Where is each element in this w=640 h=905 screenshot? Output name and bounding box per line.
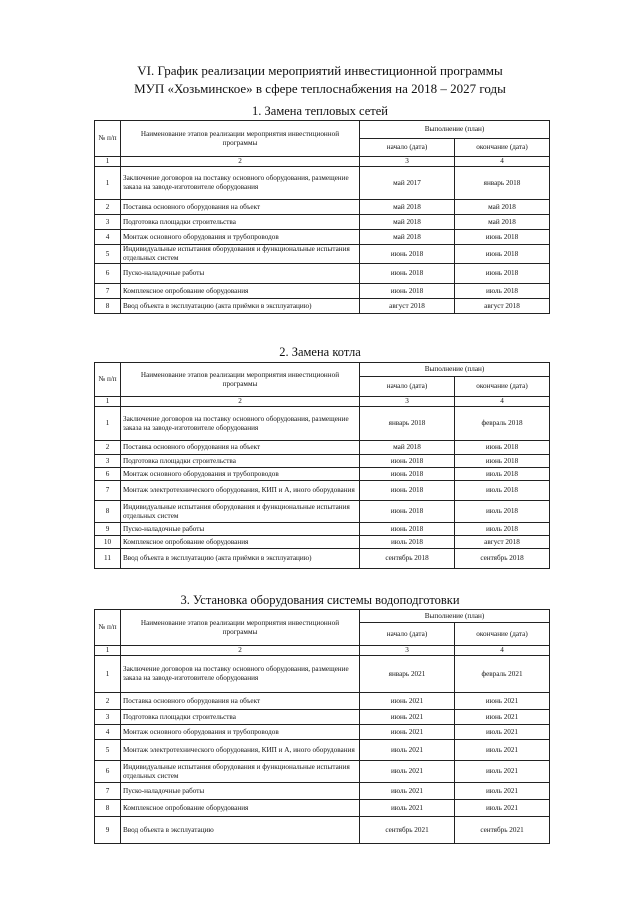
- row-end-date: июль 2018: [455, 501, 550, 523]
- header-row: [95, 610, 550, 623]
- table-row: [95, 800, 550, 817]
- column-number: 4: [455, 646, 550, 656]
- header-start: начало (дата): [360, 623, 455, 646]
- column-number: 1: [95, 157, 121, 167]
- row-end-date: январь 2018: [455, 167, 550, 200]
- row-number: 5: [95, 245, 121, 264]
- row-end-date: июнь 2018: [455, 455, 550, 468]
- row-start-date: июнь 2018: [360, 245, 455, 264]
- row-number: 9: [95, 523, 121, 536]
- table-row: [95, 523, 550, 536]
- row-start-date: май 2018: [360, 441, 455, 455]
- row-start-date: май 2018: [360, 230, 455, 245]
- table-row: [95, 264, 550, 284]
- table-row: [95, 501, 550, 523]
- row-start-date: июнь 2021: [360, 710, 455, 725]
- row-number: 6: [95, 264, 121, 284]
- row-end-date: июнь 2021: [455, 693, 550, 710]
- row-number: 5: [95, 740, 121, 761]
- row-number: 7: [95, 783, 121, 800]
- row-stage-name: Пуско-наладочные работы: [121, 783, 360, 800]
- row-stage-name: Подготовка площадки строительства: [121, 455, 360, 468]
- row-number: 2: [95, 693, 121, 710]
- row-number: 3: [95, 710, 121, 725]
- row-end-date: сентябрь 2018: [455, 549, 550, 569]
- column-number-row: [95, 397, 550, 407]
- row-start-date: май 2018: [360, 200, 455, 215]
- row-start-date: июль 2021: [360, 783, 455, 800]
- column-number: 2: [121, 157, 360, 167]
- schedule-table: [94, 362, 550, 569]
- header-end: окончание (дата): [455, 377, 550, 397]
- table-row: [95, 441, 550, 455]
- column-number: 3: [360, 646, 455, 656]
- row-start-date: июнь 2018: [360, 523, 455, 536]
- row-stage-name: Ввод объекта в эксплуатацию (акта приёмки в эксплуатацию): [121, 549, 360, 569]
- row-end-date: июнь 2018: [455, 245, 550, 264]
- table-row: [95, 299, 550, 314]
- header-row: [95, 121, 550, 139]
- table-row: [95, 455, 550, 468]
- table-row: [95, 710, 550, 725]
- table-row: [95, 200, 550, 215]
- table-row: [95, 817, 550, 844]
- header-name: Наименование этапов реализации мероприятия инвестиционной программы: [121, 363, 360, 397]
- section-title: 1. Замена тепловых сетей: [252, 104, 388, 118]
- table-row: [95, 740, 550, 761]
- page-title-line-1: VI. График реализации мероприятий инвестиционной программы: [137, 63, 503, 78]
- row-start-date: июль 2018: [360, 536, 455, 549]
- row-end-date: июнь 2018: [455, 230, 550, 245]
- row-start-date: июль 2021: [360, 761, 455, 783]
- row-end-date: июль 2018: [455, 284, 550, 299]
- column-number: 1: [95, 646, 121, 656]
- row-stage-name: Монтаж электротехнического оборудования, КИП и А, иного оборудования: [121, 740, 360, 761]
- row-number: 10: [95, 536, 121, 549]
- row-end-date: июль 2021: [455, 725, 550, 740]
- row-number: 4: [95, 230, 121, 245]
- row-number: 3: [95, 455, 121, 468]
- row-start-date: июль 2021: [360, 740, 455, 761]
- header-start: начало (дата): [360, 139, 455, 157]
- row-stage-name: Комплексное опробование оборудования: [121, 536, 360, 549]
- header-row: [95, 363, 550, 377]
- column-number: 3: [360, 157, 455, 167]
- header-num: № п/п: [95, 363, 121, 397]
- schedule-table: [94, 609, 550, 844]
- row-end-date: август 2018: [455, 536, 550, 549]
- header-num: № п/п: [95, 610, 121, 646]
- row-number: 2: [95, 200, 121, 215]
- table-row: [95, 468, 550, 481]
- row-number: 8: [95, 800, 121, 817]
- column-number-row: [95, 646, 550, 656]
- header-start: начало (дата): [360, 377, 455, 397]
- schedule-table: [94, 120, 550, 314]
- row-number: 7: [95, 284, 121, 299]
- row-number: 8: [95, 299, 121, 314]
- row-stage-name: Ввод объекта в эксплуатацию (акта приёмки в эксплуатацию): [121, 299, 360, 314]
- column-number: 2: [121, 397, 360, 407]
- row-start-date: август 2018: [360, 299, 455, 314]
- table-row: [95, 656, 550, 693]
- section-title: 2. Замена котла: [279, 345, 361, 359]
- row-start-date: июнь 2018: [360, 468, 455, 481]
- table-row: [95, 407, 550, 441]
- row-end-date: февраль 2021: [455, 656, 550, 693]
- table-row: [95, 725, 550, 740]
- table-row: [95, 245, 550, 264]
- row-number: 2: [95, 441, 121, 455]
- row-stage-name: Монтаж электротехнического оборудования, КИП и А, иного оборудования: [121, 481, 360, 501]
- row-end-date: июль 2021: [455, 800, 550, 817]
- row-stage-name: Комплексное опробование оборудования: [121, 284, 360, 299]
- row-number: 6: [95, 761, 121, 783]
- header-execution: Выполнение (план): [360, 363, 550, 377]
- row-stage-name: Комплексное опробование оборудования: [121, 800, 360, 817]
- header-name: Наименование этапов реализации мероприятия инвестиционной программы: [121, 610, 360, 646]
- table-row: [95, 167, 550, 200]
- row-stage-name: Поставка основного оборудования на объект: [121, 441, 360, 455]
- row-number: 8: [95, 501, 121, 523]
- row-end-date: февраль 2018: [455, 407, 550, 441]
- page-title-line-2: МУП «Хозьминское» в сфере теплоснабжения на 2018 – 2027 годы: [134, 81, 506, 96]
- row-start-date: январь 2018: [360, 407, 455, 441]
- row-start-date: сентябрь 2018: [360, 549, 455, 569]
- row-number: 6: [95, 468, 121, 481]
- header-execution: Выполнение (план): [360, 121, 550, 139]
- row-start-date: июль 2021: [360, 800, 455, 817]
- row-number: 1: [95, 656, 121, 693]
- row-stage-name: Пуско-наладочные работы: [121, 523, 360, 536]
- row-stage-name: Монтаж основного оборудования и трубопроводов: [121, 468, 360, 481]
- row-end-date: июнь 2018: [455, 264, 550, 284]
- row-stage-name: Подготовка площадки строительства: [121, 710, 360, 725]
- table-row: [95, 215, 550, 230]
- table-row: [95, 693, 550, 710]
- row-end-date: июнь 2021: [455, 710, 550, 725]
- row-stage-name: Индивидуальные испытания оборудования и функциональные испытания отдельных систем: [121, 501, 360, 523]
- row-number: 3: [95, 215, 121, 230]
- row-stage-name: Пуско-наладочные работы: [121, 264, 360, 284]
- row-number: 9: [95, 817, 121, 844]
- row-number: 4: [95, 725, 121, 740]
- table-row: [95, 536, 550, 549]
- header-num: № п/п: [95, 121, 121, 157]
- row-start-date: июнь 2018: [360, 455, 455, 468]
- row-stage-name: Подготовка площадки строительства: [121, 215, 360, 230]
- column-number: 2: [121, 646, 360, 656]
- row-end-date: июль 2021: [455, 740, 550, 761]
- row-stage-name: Заключение договоров на поставку основного оборудования, размещение заказа на заводе-изготовителе оборудования: [121, 167, 360, 200]
- row-start-date: январь 2021: [360, 656, 455, 693]
- row-start-date: июнь 2021: [360, 693, 455, 710]
- row-start-date: июнь 2021: [360, 725, 455, 740]
- header-end: окончание (дата): [455, 139, 550, 157]
- row-end-date: июль 2018: [455, 468, 550, 481]
- table-row: [95, 230, 550, 245]
- row-end-date: июль 2021: [455, 783, 550, 800]
- column-number: 4: [455, 157, 550, 167]
- column-number-row: [95, 157, 550, 167]
- column-number: 1: [95, 397, 121, 407]
- table-row: [95, 549, 550, 569]
- row-stage-name: Монтаж основного оборудования и трубопроводов: [121, 725, 360, 740]
- column-number: 4: [455, 397, 550, 407]
- row-stage-name: Поставка основного оборудования на объект: [121, 200, 360, 215]
- row-start-date: май 2017: [360, 167, 455, 200]
- header-execution: Выполнение (план): [360, 610, 550, 623]
- row-stage-name: Поставка основного оборудования на объект: [121, 693, 360, 710]
- row-stage-name: Заключение договоров на поставку основного оборудования, размещение заказа на заводе-изготовителе оборудования: [121, 656, 360, 693]
- row-number: 11: [95, 549, 121, 569]
- section-title: 3. Установка оборудования системы водоподготовки: [180, 593, 460, 607]
- row-end-date: май 2018: [455, 200, 550, 215]
- header-end: окончание (дата): [455, 623, 550, 646]
- row-end-date: июль 2018: [455, 481, 550, 501]
- row-number: 1: [95, 407, 121, 441]
- row-start-date: июнь 2018: [360, 501, 455, 523]
- page-title: [0, 62, 640, 98]
- table-row: [95, 481, 550, 501]
- row-end-date: сентябрь 2021: [455, 817, 550, 844]
- row-start-date: июнь 2018: [360, 284, 455, 299]
- row-start-date: май 2018: [360, 215, 455, 230]
- row-end-date: май 2018: [455, 215, 550, 230]
- table-row: [95, 783, 550, 800]
- row-end-date: июль 2018: [455, 523, 550, 536]
- column-number: 3: [360, 397, 455, 407]
- row-stage-name: Индивидуальные испытания оборудования и функциональные испытания отдельных систем: [121, 761, 360, 783]
- row-number: 7: [95, 481, 121, 501]
- row-end-date: июнь 2018: [455, 441, 550, 455]
- header-name: Наименование этапов реализации мероприятия инвестиционной программы: [121, 121, 360, 157]
- row-stage-name: Заключение договоров на поставку основного оборудования, размещение заказа на заводе-изготовителе оборудования: [121, 407, 360, 441]
- row-end-date: август 2018: [455, 299, 550, 314]
- row-stage-name: Индивидуальные испытания оборудования и функциональные испытания отдельных систем: [121, 245, 360, 264]
- row-start-date: июнь 2018: [360, 481, 455, 501]
- row-end-date: июль 2021: [455, 761, 550, 783]
- table-row: [95, 284, 550, 299]
- row-stage-name: Ввод объекта в эксплуатацию: [121, 817, 360, 844]
- row-number: 1: [95, 167, 121, 200]
- row-start-date: сентябрь 2021: [360, 817, 455, 844]
- row-start-date: июнь 2018: [360, 264, 455, 284]
- row-stage-name: Монтаж основного оборудования и трубопроводов: [121, 230, 360, 245]
- table-row: [95, 761, 550, 783]
